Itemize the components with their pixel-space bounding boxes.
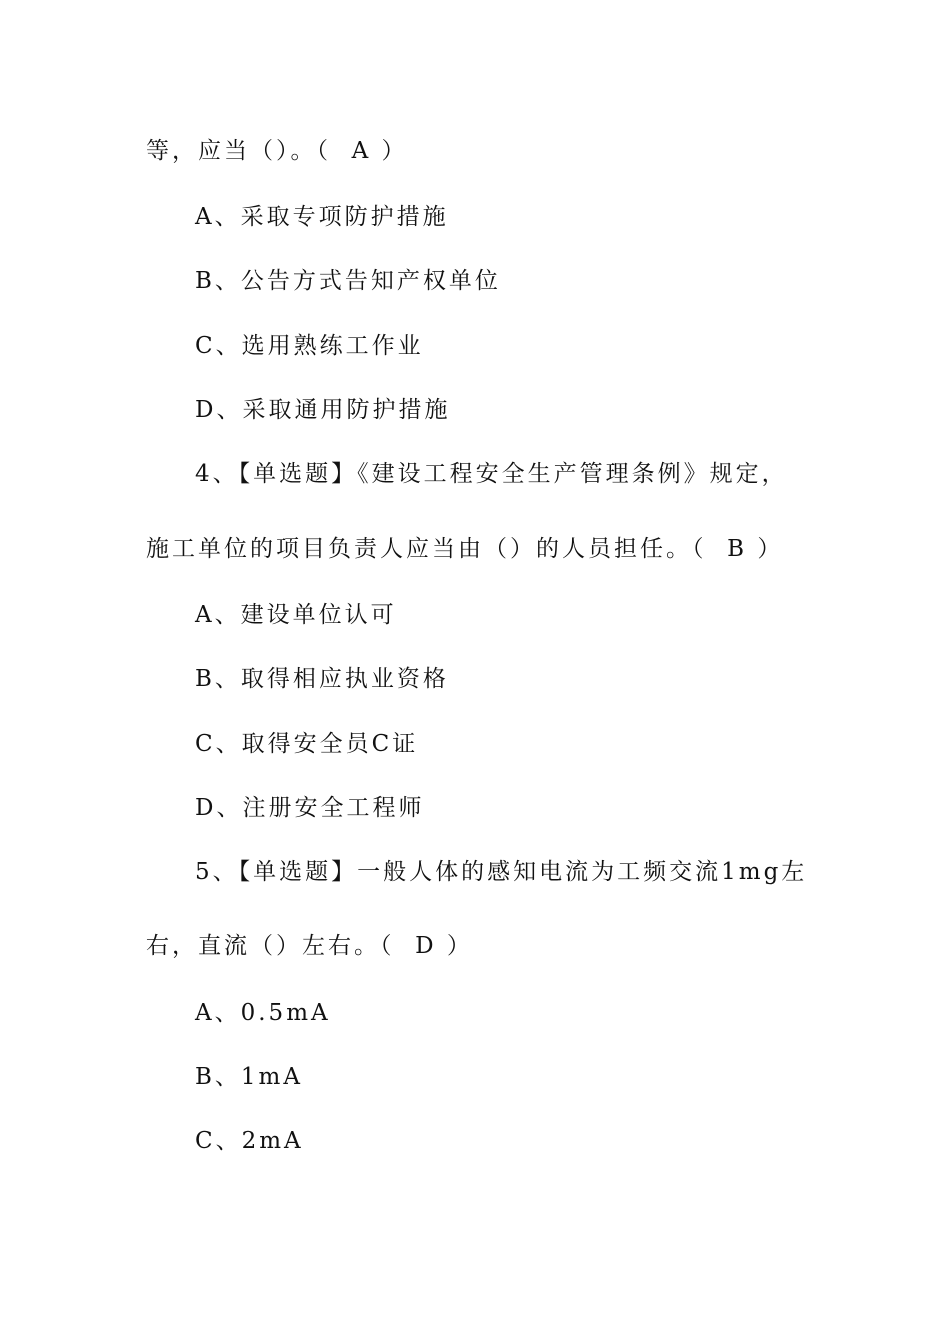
question-5-option-a: A、0.5mA — [195, 1000, 331, 1026]
question-4-option-d: D、注册安全工程师 — [195, 795, 425, 821]
question-4-stem-line-1: 4、【单选题】《建设工程安全生产管理条例》规定， — [195, 461, 788, 487]
question-3-option-a: A、采取专项防护措施 — [195, 204, 449, 230]
question-3-option-c: C、选用熟练工作业 — [195, 333, 424, 359]
question-3-option-b: B、公告方式告知产权单位 — [195, 268, 501, 294]
question-5-stem-line-2: 右，直流（）左右。（ D ） — [146, 933, 473, 959]
question-4-stem-line-2: 施工单位的项目负责人应当由（）的人员担任。（ B ） — [146, 536, 784, 562]
question-4-option-b: B、取得相应执业资格 — [195, 666, 449, 692]
question-4-option-a: A、建设单位认可 — [195, 602, 397, 628]
question-5-option-b: B、1mA — [195, 1064, 303, 1090]
question-5-stem-line-1: 5、【单选题】一般人体的感知电流为工频交流1mg左 — [195, 859, 808, 885]
question-4-option-c: C、取得安全员C证 — [195, 731, 419, 757]
question-5-option-c: C、2mA — [195, 1128, 304, 1154]
question-3-stem-continuation: 等，应当（）。（ A ） — [146, 138, 408, 164]
question-3-option-d: D、采取通用防护措施 — [195, 397, 451, 423]
